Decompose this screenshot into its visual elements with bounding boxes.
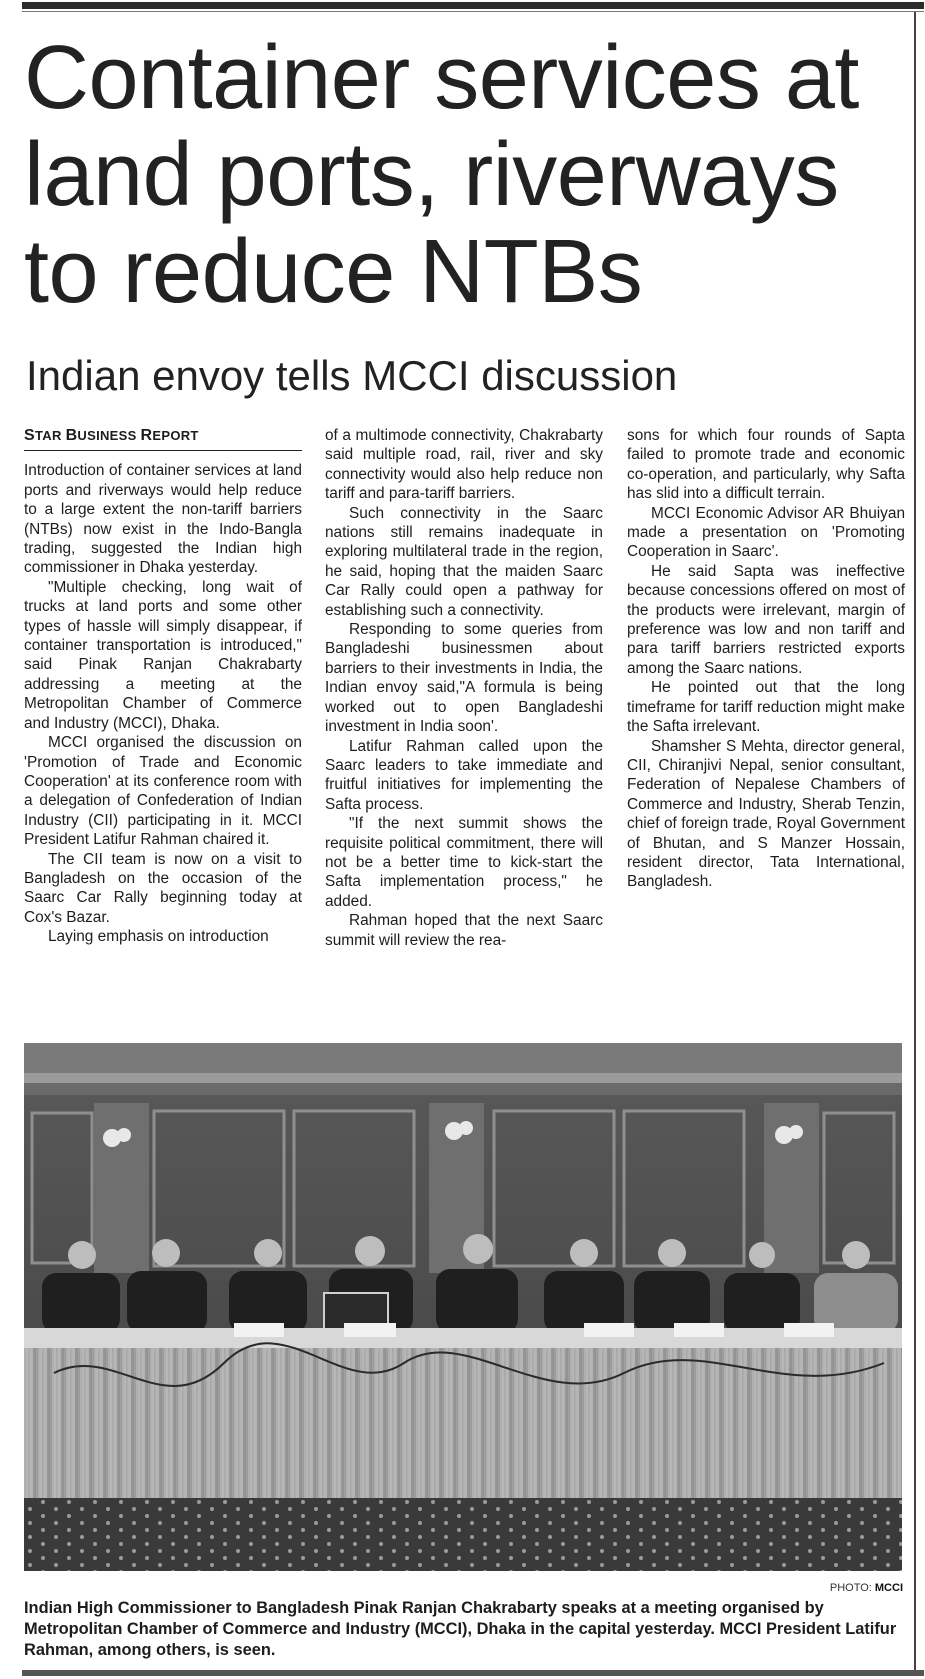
paragraph: He said Sapta was ineffective because concessions offered on most of the products were irrelevant, margin of preference was low and non tariff and para tariff barriers restricted exports among the Saarc nations. xyxy=(627,562,905,677)
headline: Container services at land ports, riverways to reduce NTBs xyxy=(24,28,859,322)
paragraph: sons for which four rounds of Sapta failed to promote trade and economic co-operation, and particularly, why Safta has slid into a difficult terrain. xyxy=(627,427,905,503)
paragraph: Such connectivity in the Saarc nations still remains inadequate in exploring multilateral trade in the region, he said, hoping that the maiden Saarc Car Rally could open a pathway for establishing such a connectivity. xyxy=(325,504,603,619)
top-rule xyxy=(22,2,924,9)
byline: STAR BUSINESS REPORT xyxy=(24,426,302,451)
photo-credit: PHOTO: MCCI xyxy=(829,1582,903,1594)
paragraph: Shamsher S Mehta, director general, CII, Chiranjivi Nepal, senior consultant, Federation of Nepalese Chambers of Commerce and Industry, Sherab Tenzin, chief of foreign trade, Royal Government of Bhutan, and S Manzer Hossain, resident director, Tata International, Bangladesh. xyxy=(627,737,905,891)
paragraph: MCCI organised the discussion on 'Promotion of Trade and Economic Cooperation' at its conference room with a delegation of Confederation of Indian Industry (CII) participating in it. MCCI President Latifur Rahman chaired it. xyxy=(24,734,302,849)
article-column-1 xyxy=(24,426,302,947)
article-column-3 xyxy=(627,426,905,892)
right-border-rule xyxy=(914,12,916,1672)
paragraph: Latifur Rahman called upon the Saarc leaders to take immediate and fruitful initiatives for implementing the Safta process. xyxy=(325,737,603,813)
paragraph: The CII team is now on a visit to Bangladesh on the occasion of the Saarc Car Rally beginning today at Cox's Bazar. xyxy=(24,850,302,926)
news-photo xyxy=(24,1043,902,1571)
photo-caption: Indian High Commissioner to Bangladesh Pinak Ranjan Chakrabarty speaks at a meeting organised by Metropolitan Chamber of Commerce and Industry (MCCI), Dhaka in the capital yesterday. MCCI President Latifur Rahman, among others, is seen. xyxy=(24,1599,897,1659)
paragraph: MCCI Economic Advisor AR Bhuiyan made a presentation on 'Promoting Cooperation in Saarc'. xyxy=(627,504,905,561)
subheadline: Indian envoy tells MCCI discussion xyxy=(26,352,678,399)
paragraph: "If the next summit shows the requisite political commitment, there will not be a better time to kick-start the Safta implementation process," he added. xyxy=(325,815,603,910)
article-column-2 xyxy=(325,426,603,950)
paragraph: of a multimode connectivity, Chakrabarty said multiple road, rail, river and sky connectivity would also help reduce non tariff and para-tariff barriers. xyxy=(325,427,603,503)
bottom-rule xyxy=(22,1670,924,1676)
top-thin-rule xyxy=(22,11,924,12)
paragraph: Laying emphasis on introduction xyxy=(48,928,269,946)
paragraph: Rahman hoped that the next Saarc summit will review the rea- xyxy=(325,912,603,949)
paragraph: Introduction of container services at land ports and riverways would help reduce to a large extent the non-tariff barriers (NTBs) now exist in the Indo-Bangla trading, suggested the Indian high commissioner in Dhaka yesterday. xyxy=(24,462,302,577)
paragraph: Responding to some queries from Bangladeshi businessmen about barriers to their investments in India, the Indian envoy said,"A formula is being worked out to open Bangladeshi investment in India soon'. xyxy=(325,621,603,736)
paragraph: "Multiple checking, long wait of trucks at land ports and some other types of hassle will simply disappear, if container transportation is introduced," said Pinak Ranjan Chakrabarty addressing a meeting at the Metropolitan Chamber of Commerce and Industry (MCCI), Dhaka. xyxy=(24,578,302,732)
paragraph: He pointed out that the long timeframe for tariff reduction might make the Safta irrelevant. xyxy=(627,679,905,736)
